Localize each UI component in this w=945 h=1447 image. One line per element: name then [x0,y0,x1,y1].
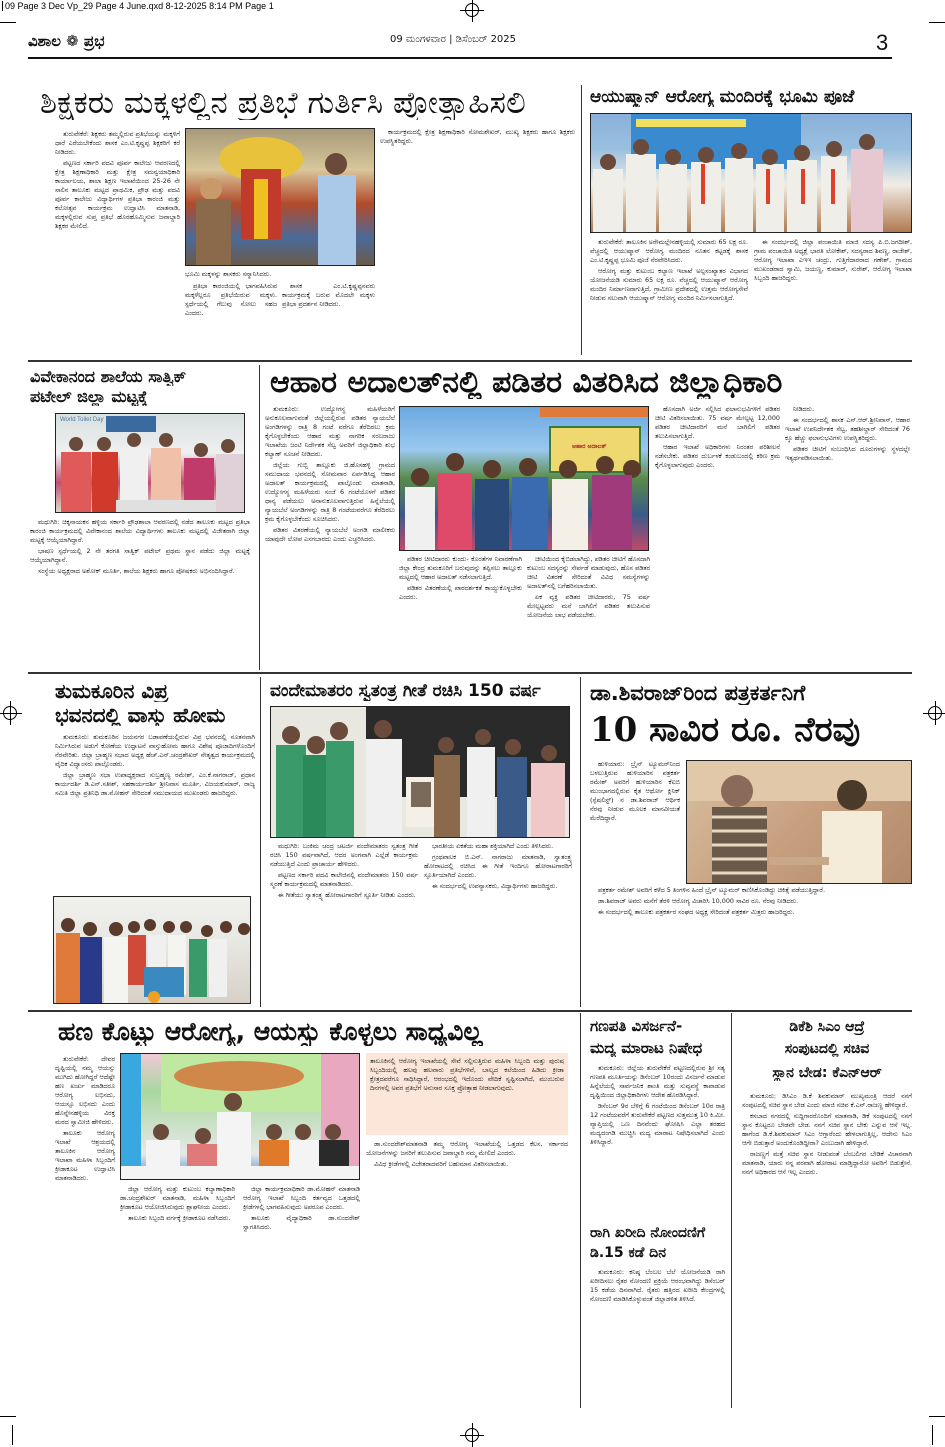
story-body-ahara-col1: ತುಮಕೂರು: ಉದ್ಯೋಗಸ್ಥ ಮಹಿಳೆಯರಿಗೆ ಅನುಕೂಲವಾಗುವಂತೆ ಜಿಲ್ಲೆಯಲ್ಲಿರುವ ಪಡಿತರ ನ್ಯಾಯಬೆಲೆ ಅಂಗಡಿಗಳನ್ನು ರಾತ್ರಿ 8 ಗಂಟೆ ವರೆಗೂ ತೆರೆದಿರಲು ಕ್ರಮ ಕೈಗೊಳ್ಳಬೇಕೆಂದು ಆಹಾರ ಮತ್ತು ನಾಗರಿಕ ಸರಬರಾಜು ಇಲಾಖೆಯ ಜಂಟಿ ನಿರ್ದೇಶಕ ಸೆಲ್ವ ಅವರಿಗೆ ಜಿಲ್ಲಾಧಿಕಾರಿ ಶುಭ ಕಲ್ಯಾಣ್ ಸೂಚನೆ ನೀಡಿದರು. ಜಿಲ್ಲೆಯ ಗುಬ್ಬಿ ತಾಲ್ಲೂಕು ಜಿ.ಹೊಸಹಳ್ಳಿ ಗ್ರಾಮದ ಸಮುದಾಯ ಭವನದಲ್ಲಿ ಸೋಮವಾರ ಏರ್ಪಡಿಸಿದ್ದ ಆಹಾರ ಅದಾಲತ್ ಕಾರ್ಯಕ್ರಮದಲ್ಲಿ ಪಾಲ್ಗೊಂಡು ಮಾತನಾಡಿ, ಉದ್ಯೋಗಸ್ಥ ಮಹಿಳೆಯರು ಸಂಜೆ 6 ಗಂಟೆಯೊಳಗೆ ಪಡಿತರ ಧಾನ್ಯ ಪಡೆಯಲು ಅನಾನುಕೂಲವಾಗುತ್ತಿರುವ ಹಿನ್ನೆಲೆಯಲ್ಲಿ ನ್ಯಾಯಬೆಲೆ ಅಂಗಡಿಗಳನ್ನು ರಾತ್ರಿ 8 ಗಂಟೆಯವರೆಗೂ ತೆರೆದಿರಲು ಕ್ರಮ ಕೈಗೊಳ್ಳಬೇಕೆಂದು ಸೂಚಿಸಿದರು. ಪಡಿತರ ವಿತರಣೆಯಲ್ಲಿ ನ್ಯಾಯಬೆಲೆ ಅಂಗಡಿ ಮಾಲೀಕರು ಯಾವುದೇ ಲೋಪ ಎಸಗಬಾರದು ಎಂದು ಎಚ್ಚರಿಸಿದರು. [265,405,395,543]
photo-illustration [186,129,375,266]
headline-vivekananda-line2: ಪಟೇಲ್ ಜಿಲ್ಲಾ ಮಟ್ಟಕ್ಕೆ [30,388,148,406]
photo-teachers-event [185,128,375,266]
story-body-ayushman-col1: ತುರುವೇಕೆರೆ: ತಾಲೂಕಿನ ಅರೇಮಲ್ಲೇನಹಳ್ಳಿಯಲ್ಲಿ ಸುಮಾರು 65 ಲಕ್ಷ ರೂ. ವೆಚ್ಚದಲ್ಲಿ ಆಯುಷ್ಮಾನ್ ಆರೋಗ್ಯ ಮಂದಿರದ ನೂತನ ಕಟ್ಟಡಕ್ಕೆ ಶಾಸಕ ಎಂ.ಟಿ.ಕೃಷ್ಣಪ್ಪ ಭೂಮಿ ಪೂಜೆ ನೆರವೇರಿಸಿದರು. ಆರೋಗ್ಯ ಮತ್ತು ಕುಟುಂಬ ಕಲ್ಯಾಣ ಇಲಾಖೆ ಅಲ್ಪಸಂಖ್ಯಾತರ ವಿಭಾಗದ ಯೋಜನೆಯಡಿ ಸುಮಾರು 65 ಲಕ್ಷ ರೂ. ವೆಚ್ಚದಲ್ಲಿ ಆಯುಷ್ಮಾನ್ ಆರೋಗ್ಯ ಮಂದಿರ ನಿರ್ಮಾಣವಾಗುತ್ತಿದೆ, ಗ್ರಾಮೀಣ ಪ್ರದೇಶದಲ್ಲಿ ಉತ್ತಮ ಆರೋಗ್ಯಸೇವೆ ನೀಡುವ ಸಲುವಾಗಿ ಆಯುಷ್ಮಾನ್ ಆರೋಗ್ಯ ಮಂದಿರ ನಿರ್ಮಿಸಲಾಗುತ್ತಿದೆ. [590,238,748,302]
story-body-shivaraj-col2: ಪತ್ರಕರ್ತ ರಮೇಶ್ ಅವರಿಗೆ ಕಳೆದ 5 ತಿಂಗಳಿನ ಹಿಂದೆ ಬ್ರೈನ್ ಟ್ಯೂಮರ್ ಕಾಣಿಸಿಕೊಂಡಿದ್ದು ಚಿಕಿತ್ಸೆ ಪಡೆಯುತ್ತಿದ್ದಾರೆ. ಡಾ.ಶಿವರಾಜ್ ಅವರು ಮನೆಗೆ ತೆರಳಿ ಆರೋಗ್ಯ ವಿಚಾರಿಸಿ 10,000 ಸಾವಿರ ರೂ. ನೆರವು ನೀಡಿದರು. ಈ ಸಂದರ್ಭದಲ್ಲಿ ತಾಲೂಕು ಪತ್ರಕರ್ತರ ಸಂಘದ ಅಧ್ಯಕ್ಷ ಸೇರಿದಂತೆ ಪತ್ರಕರ್ತ ಮಿತ್ರರು ಹಾಜರಿದ್ದರು. [598,886,825,916]
headline-vastu-homa-line1: ತುಮಕೂರಿನ ವಿಪ್ರ [55,680,168,702]
headline-teachers: ಶಿಕ್ಷಕರು ಮಕ್ಕಳಲ್ಲಿನ ಪ್ರತಿಭೆ ಗುರ್ತಿಸಿ ಪ್ರೋತ್ಸಾಹಿಸಲಿ [40,86,526,121]
highlight-box-hana-kottu [366,1053,568,1135]
story-body-ragi: ತುಮಕೂರು: ಕನಿಷ್ಠ ಬೆಂಬಲ ಬೆಲೆ ಯೋಜನೆಯಡಿ ರಾಗಿ ಖರೀದಿಸಲು ರೈತರ ನೋಂದಣಿ ಪ್ರಕ್ರಿಯೆ ಆರಂಭವಾಗಿದ್ದು ಡಿಸೆಂಬರ್ 15 ಕಡೆಯ ದಿನವಾಗಿದೆ. ರೈತರು ಹತ್ತಿರದ ಖರೀದಿ ಕೇಂದ್ರಗಳಲ್ಲಿ ನೋಂದಣಿ ಮಾಡಿಸಿಕೊಳ್ಳುವಂತೆ ಜಿಲ್ಲಾಡಳಿತ ತಿಳಿಸಿದೆ. [590,1268,725,1303]
print-slug: 09 Page 3 Dec Vp_29 Page 4 June.qxd 8-12-2025 8:14 PM Page 1 [2,1,276,11]
story-body-ahara-col5: ನೀಡಿದರು. ಈ ಸಂದರ್ಭದಲ್ಲಿ ಶಾಸಕ ಎಸ್.ಆರ್.ಶ್ರೀನಿವಾಸ್, ಆಹಾರ ಇಲಾಖೆ ಉಪನಿರ್ದೇಶಕ ಸೆಲ್ವ, ತಹಶೀಲ್ದಾರ್ ಸೇರಿದಂತೆ 76 ಕ್ಕೂ ಹೆಚ್ಚು ಫಲಾನುಭವಿಗಳು ಉಪಸ್ಥಿತರಿದ್ದರು. ಪಡಿತರ ಚೀಟಿಗೆ ಸಂಬಂಧಿಸಿದ ದೂರುಗಳನ್ನು ಸ್ಥಳದಲ್ಲೇ ಇತ್ಯರ್ಥಪಡಿಸಲಾಯಿತು. [785,405,910,462]
story-body-teachers-col3: ಕಾರ್ಯಕ್ರಮದಲ್ಲಿ ಕ್ಷೇತ್ರ ಶಿಕ್ಷಣಾಧಿಕಾರಿ ಸೋಮಶೇಖರ್, ಮುಖ್ಯ ಶಿಕ್ಷಕರು ಹಾಗೂ ಶಿಕ್ಷಕರು ಉಪಸ್ಥಿತರಿದ್ದರು. [380,128,575,145]
photo-illustration [591,114,912,233]
registration-mark-icon [465,1428,479,1442]
photo-sports-meet [120,1053,360,1180]
subheadline-ragi-line2: ಡಿ.15 ಕಡೆ ದಿನ [590,1246,666,1261]
story-body-vivekananda: ಮಧುಗಿರಿ: ಚಿಕ್ಕನಾಯಕನ ಹಳ್ಳಿಯ ಸರ್ಕಾರಿ ಪ್ರೌಢಶಾಲಾ ಆವರಣದಲ್ಲಿ ನಡೆದ ತಾಲೂಕು ಮಟ್ಟದ ಪ್ರತಿಭಾ ಕಾರಂಜಿ ಕಾರ್ಯಕ್ರಮದಲ್ಲಿ ವಿವೇಕಾನಂದ ಶಾಲೆಯ ವಿದ್ಯಾರ್ಥಿಗಳು ತಾಲೂಕು ಮಟ್ಟದಲ್ಲಿ ವಿಜೇತರಾಗಿ ಜಿಲ್ಲಾ ಮಟ್ಟಕ್ಕೆ ಆಯ್ಕೆಯಾಗಿದ್ದಾರೆ. ಭಾಷಣ ಸ್ಪರ್ಧೆಯಲ್ಲಿ 2 ನೇ ತರಗತಿ ಸಾತ್ವಿಕ್ ಪಟೇಲ್ ಪ್ರಥಮ ಸ್ಥಾನ ಪಡೆದು ಜಿಲ್ಲಾ ಮಟ್ಟಕ್ಕೆ ಆಯ್ಕೆಯಾಗಿದ್ದಾನೆ. ಸಂಸ್ಥೆಯ ಅಧ್ಯಕ್ಷರಾದ ಅಶೋಕ್ ಮೂರ್ತಿ, ಶಾಲೆಯ ಶಿಕ್ಷಕರು ಹಾಗೂ ಪೋಷಕರು ಅಭಿನಂದಿಸಿದ್ದಾರೆ. [30,518,250,575]
story-body-teachers-col2: ಪ್ರತಿಭಾ ಕಾರಂಜಿಯಲ್ಲಿ ಭಾಗವಹಿಸಿರುವ ಮಕ್ಕಳೆಲ್ಲರೂ ಪ್ರತಿಭೆಯಿರುವ ಮಕ್ಕಳು. ಸ್ಪರ್ಧೆಯಲ್ಲಿ ಗೆಲುವು ಸೋಲು ಸಹಜ ಎಂದರು. [185,282,277,317]
photo-ahara-adalat [399,406,649,551]
story-body-teachers-col2b: ಶಾಸಕ ಎಂ.ಟಿ.ಕೃಷ್ಣಪ್ಪನವರು ಕಾರ್ಯಕ್ರಮಕ್ಕೆ ಬರುವ ಮೊದಲೇ ಮಕ್ಕಳು ಪ್ರತಿಭಾ ಪ್ರದರ್ಶನ ನೀಡಿದರು. [282,282,375,308]
story-body-hana-kottu-col1: ತುರುವೇಕೆರೆ: ದೇವರ ದೃಷ್ಟಿಯಲ್ಲಿ ನಮ್ಮ ಆಯಸ್ಸು ಮುಗಿದು ಹೋಗಿದ್ದರೆ ಆದೆಷ್ಟೇ ಹಣ ಖರ್ಚು ಮಾಡಿದರೂ ಆರೋಗ್ಯ ಲಭಿಸದು, ಆಯಸ್ಸೂ ಲಭಿಸದು ಎಂದು ಹೊನ್ನೇನಹಳ್ಳಿಯ ವಿರಕ್ತ ಮಠದ ಸ್ವಾಮೀಜಿ ಹೇಳಿದರು. ತಾಲೂಕು ಆರೋಗ್ಯ ಇಲಾಖೆ ಆಶ್ರಯದಲ್ಲಿ ತಾಲೂಕಿನ ಆರೋಗ್ಯ ಇಲಾಖಾ ಮಹಿಳಾ ಸಿಬ್ಬಂದಿಗೆ ಕ್ರೀಡಾಕೂಟ ಉದ್ಘಾಟಿಸಿ ಮಾತನಾಡಿದರು. [55,1055,115,1182]
story-body-hana-kottu-col3: ಜಿಲ್ಲಾ ಕಾರ್ಯಕ್ರಮಾಧಿಕಾರಿ ಡಾ.ಮೋಹನ್ ಮಾತನಾಡಿ ಆರೋಗ್ಯ ಇಲಾಖೆ ಸಿಬ್ಬಂದಿ ಕರ್ತವ್ಯದ ಒತ್ತಡದಲ್ಲಿ ಕ್ರೀಡೆಗಳಲ್ಲಿ ಭಾಗವಹಿಸುವುದು ಅಪರೂಪ ಎಂದರು. ತಾಲೂಕು ವೈದ್ಯಾಧಿಕಾರಿ ಡಾ.ಸುಂದರೇಶ್ ಸ್ವಾಗತಿಸಿದರು. [243,1185,360,1231]
headline-ganapati-line2: ಮದ್ಯ ಮಾರಾಟ ನಿಷೇಧ [590,1040,703,1057]
page-number: 3 [876,30,889,55]
column-divider [580,1013,581,1408]
photo-caption-teachers: ಭೂಮಿ ಮಕ್ಕಳನ್ನು ಶಾಸಕರು ಸನ್ಮಾನಿಸಿದರು. [185,270,272,278]
highlight-box-text: ತಾಲೂಕಿನಲ್ಲಿ ಆರೋಗ್ಯ ಇಲಾಖೆಯಲ್ಲಿ ಸೇವೆ ಸಲ್ಲಿಸುತ್ತಿರುವ ಮಹಿಳಾ ಸಿಬ್ಬಂದಿ ಮತ್ತು ಪುರುಷ ಸಿಬ್ಬಂದಿಯಲ್ಲಿ ಹಲವು ಹಲವಾರು ಪ್ರತಿಭೆಗಳಿವೆ, ಬಾಲ್ಯದ ಕಲೆಯಿಂದ ಹಿಡಿದು ಕ್ರೀಡಾ ಕ್ಷೇತ್ರದವರೆಗೂ ಸಾಧಿಸಿದ್ದಾರೆ, ಆರಂಭದಲ್ಲಿ ಇದೊಂದು ವೇದಿಕೆ ಸೃಷ್ಟಿಸಲಾಗಿದೆ, ಮುಂಬರುವ ದಿನಗಳಲ್ಲಿ ಅವರ ಪ್ರತಿಭೆಗೆ ಅನುಸಾರ ಸೂಕ್ತ ಪ್ರೋತ್ಸಾಹ ನೀಡಲಾಗುವುದು. [370,1057,564,1092]
story-body-ganapati: ತುಮಕೂರು: ಜಿಲ್ಲೆಯ ತುರುವೇಕೆರೆ ಪಟ್ಟಣದಲ್ಲಿರುವ ಶ್ರೀ ಸತ್ಯ ಗಣಪತಿ ಮೂರ್ತಿಯನ್ನು ಡಿಸೆಂಬರ್ 10ರಂದು ವಿಸರ್ಜನೆ ಮಾಡುವ ಹಿನ್ನೆಲೆಯಲ್ಲಿ ಸಾರ್ವಜನಿಕ ಶಾಂತಿ ಮತ್ತು ಸುವ್ಯವಸ್ಥೆ ಕಾಪಾಡುವ ದೃಷ್ಟಿಯಿಂದ ಜಿಲ್ಲಾಧಿಕಾರಿಗಳು ಆದೇಶ ಹೊರಡಿಸಿದ್ದಾರೆ. ಡಿಸೆಂಬರ್ 9ರ ಬೆಳಿಗ್ಗೆ 6 ಗಂಟೆಯಿಂದ ಡಿಸೆಂಬರ್ 10ರ ರಾತ್ರಿ 12 ಗಂಟೆಯವರೆಗೆ ತುರುವೇಕೆರೆ ಪಟ್ಟಣದ ಸುತ್ತಮುತ್ತ 10 ಕಿ.ಮೀ. ವ್ಯಾಪ್ತಿಯಲ್ಲಿ ಒಣ ದಿನವೆಂದು ಘೋಷಿಸಿ ಎಲ್ಲಾ ತರಹದ ಮದ್ಯದಂಗಡಿ ಮುಚ್ಚಿಸಿ ಮದ್ಯ ಮಾರಾಟ ನಿಷೇಧಿಸಲಾಗಿದೆ ಎಂದು ತಿಳಿಸಿದ್ದಾರೆ. [590,1064,725,1146]
headline-vande-mataram: ವಂದೇಮಾತರಂ ಸ್ವತಂತ್ರ ಗೀತೆ ರಚಿಸಿ 150 ವರ್ಷ [270,682,541,701]
story-body-hana-kottu-col4: ಡಾ.ಸುಂದರೇಶ್‌ಮಾತನಾಡಿ ತಮ್ಮ ಆರೋಗ್ಯ ಇಲಾಖೆಯಲ್ಲಿ ಒತ್ತಡದ ಕೆಲಸ, ಸರ್ಕಾರದ ಯೋಜನೆಗಳನ್ನು ಜನರಿಗೆ ತಲುಪಿಸುವ ಜವಾಬ್ದಾರಿ ನಮ್ಮ ಮೇಲಿದೆ ಎಂದರು. ವಿವಿಧ ಕ್ರೀಡೆಗಳಲ್ಲಿ ವಿಜೇತರಾದವರಿಗೆ ಬಹುಮಾನ ವಿತರಿಸಲಾಯಿತು. [366,1140,568,1168]
story-body-hana-kottu-col2: ಜಿಲ್ಲಾ ಆರೋಗ್ಯ ಮತ್ತು ಕುಟುಂಬ ಕಲ್ಯಾಣಾಧಿಕಾರಿ ಡಾ.ಚಂದ್ರಶೇಖರ್ ಮಾತನಾಡಿ, ಮಹಿಳಾ ಸಿಬ್ಬಂದಿಗೆ ಕ್ರೀಡಾಕೂಟ ಆಯೋಜಿಸಿರುವುದು ಶ್ಲಾಘನೀಯ ಎಂದರು. ತಾಲೂಕು ಸಿಬ್ಬಂದಿ ವರ್ಗಕ್ಕೆ ಕ್ರೀಡಾಕೂಟ ನಡೆಸಿದರು. [120,1185,235,1222]
headline-dks-line1: ಡಿಕೆಶಿ ಸಿಎಂ ಆದ್ರೆ [789,1020,865,1035]
photo-world-toilet-day [55,413,245,513]
photo-shivaraj-donation [686,760,912,884]
column-divider [580,677,581,1007]
story-body-teachers-col1: ತುರುವೇಕೆರೆ: ಶಿಕ್ಷಕರು ತಮ್ಮಲ್ಲಿರುವ ಪ್ರತಿಭೆಯನ್ನು ಮಕ್ಕಳಿಗೆ ಧಾರೆ ಎರೆಯಬೇಕೆಂದು ಶಾಸಕ ಎಂ.ಟಿ.ಕೃಷ್ಣಪ್ಪ ಶಿಕ್ಷಕರಿಗೆ ಕರೆ ನೀಡಿದರು. ಪಟ್ಟಣದ ಸರ್ಕಾರಿ ಪದವಿ ಪೂರ್ವ ಕಾಲೇಜು ಆವರಣದಲ್ಲಿ ಕ್ಷೇತ್ರ ಶಿಕ್ಷಣಾಧಿಕಾರಿ ಮತ್ತು ಕ್ಷೇತ್ರ ಸಮನ್ವಯಾಧಿಕಾರಿ ಕಾರ್ಯಾಲಯ, ಶಾಲಾ ಶಿಕ್ಷಣ ಇಲಾಖೆಯಿಂದ 25-26 ನೇ ಸಾಲಿನ ತಾಲೂಕು ಮಟ್ಟದ ಪ್ರಾಥಮಿಕ, ಪ್ರೌಢ ಮತ್ತು ಪದವಿ ಪೂರ್ವ ಕಾಲೇಜು ವಿದ್ಯಾರ್ಥಿಗಳ ಪ್ರತಿಭಾ ಕಾರಂಜಿ ಮತ್ತು ಕಲೋತ್ಸವ ಕಾರ್ಯಕ್ರಮ ಉದ್ಘಾಟಿಸಿ ಮಾತನಾಡಿ, ಮಕ್ಕಳಲ್ಲಿರುವ ಸುಪ್ತ ಪ್ರತಿಭೆ ಹೊರಹೊಮ್ಮಿಸುವ ಜವಾಬ್ದಾರಿ ಶಿಕ್ಷಕರ ಮೇಲಿದೆ. [55,130,180,230]
section-divider [28,672,912,674]
headline-dks-line3: ಸ್ಥಾನ ಬೇಡ: ಕೆಎನ್‌ಆರ್ [772,1066,882,1081]
headline-vastu-homa-line2: ಭವನದಲ್ಲಿ ವಾಸ್ತು ಹೋಮ [55,704,226,726]
headline-hana-kottu: ಹಣ ಕೊಟ್ಟು ಆರೋಗ್ಯ, ಆಯಸ್ಸು ಕೊಳ್ಳಲು ಸಾಧ್ಯವಿಲ್ಲ [58,1018,483,1046]
photo-illustration [54,897,251,1004]
story-body-ahara-col2: ಪಡಿತರ ಚೀಟಿದಾರರು ಕುಂದು- ಕೊರತೆಗಳ ನಿವಾರಣೆಗಾಗಿ ಜಿಲ್ಲಾ ಕೇಂದ್ರ ತುಮಕೂರಿಗೆ ಬರುವುದನ್ನು ತಪ್ಪಿಸಲು ತಾಲ್ಲೂಕು ಮಟ್ಟದಲ್ಲಿ ಆಹಾರ ಅದಾಲತ್ ನಡೆಸಲಾಗುತ್ತಿದೆ. ಪಡಿತರ ವಿತರಣೆಯಲ್ಲಿ ಪಾರದರ್ಶಕತೆ ಕಾಯ್ದುಕೊಳ್ಳಬೇಕು ಎಂದರು. [399,555,522,601]
column-divider [260,677,261,1007]
story-body-ayushman-col2: ಈ ಸಂದರ್ಭದಲ್ಲಿ ಜಿಲ್ಲಾ ಪಂಚಾಯಿತಿ ಮಾಜಿ ಸದಸ್ಯ ಪಿ.ಬಿ.ಜಗದೀಶ್, ಗ್ರಾಮ ಪಂಚಾಯಿತಿ ಅಧ್ಯಕ್ಷೆ ಭಾರತಿ ಲೋಕೇಶ್, ಸದಸ್ಯರಾದ ಶಿವಣ್ಣ, ರಾಜೇಶ್, ಆರೋಗ್ಯ ಇಲಾಖಾ ಎಇಇ ಚಂದ್ರು, ಗುತ್ತಿಗೆದಾರರಾದ ಗಣೇಶ್, ಗ್ರಾಮದ ಮುಖಂಡರಾದ ಸ್ವಾಮಿ, ಜಯಣ್ಣ, ಕುಮಾರ್, ಸುರೇಶ್, ಆರೋಗ್ಯ ಇಲಾಖಾ ಸಿಬ್ಬಂದಿ ಹಾಜರಿದ್ದರು. [754,238,912,282]
story-body-ahara-col3: ಚೀಟಿಯಿಂದ ಕೈಬಿಡಲಾಗಿದ್ದು, ಪಡಿತರ ಚೀಟಿಗೆ ಹೊಸದಾಗಿ ಕುಟುಂಬ ಸದಸ್ಯರನ್ನು ಸೇರ್ಪಡೆ ಮಾಡುವುದು, ಹೊಸ ಪಡಿತರ ಚೀಟಿ ವಿತರಣೆ ಸೇರಿದಂತೆ ವಿವಿಧ ಸಮಸ್ಯೆಗಳನ್ನು ಅದಾಲತ್‌ನಲ್ಲಿ ಬಗೆಹರಿಸಲಾಯಿತು. ಏಕ ವ್ಯಕ್ತಿ ಪಡಿತರ ಚೀಟಿದಾರರು, 75 ವರ್ಷ ಮೇಲ್ಪಟ್ಟವರು ಮನೆ ಬಾಗಿಲಿಗೆ ಪಡಿತರ ತಲುಪಿಸುವ ಯೋಜನೆಯ ಲಾಭ ಪಡೆಯಬೇಕು. [527,555,650,619]
photo-illustration [121,1054,360,1180]
story-body-vande-mataram-col1: ಮಧುಗಿರಿ: ಬಂಕಿಮ ಚಂದ್ರ ಚಟರ್ಜಿ ವಂದೇಮಾತರಂ ಸ್ವತಂತ್ರ ಗೀತೆ ರಚಿಸಿ 150 ವರ್ಷವಾಗಿದೆ, ಆದರ ಅಂಗವಾಗಿ ಎಲ್ಲೆಡೆ ಕಾರ್ಯಕ್ರಮ ನಡೆಯುತ್ತಿದೆ ಎಂದು ಪ್ರಾಚಾರ್ಯ ಹೇಳಿದರು. ಪಟ್ಟಣದ ಸರ್ಕಾರಿ ಪದವಿ ಕಾಲೇಜಿನಲ್ಲಿ ವಂದೇಮಾತರಂ 150 ವರ್ಷ ಸ್ಮರಣೆ ಕಾರ್ಯಕ್ರಮದಲ್ಲಿ ಮಾತನಾಡಿದರು. ಈ ಗೀತೆಯು ಸ್ವಾತಂತ್ರ್ಯ ಹೋರಾಟಗಾರರಿಗೆ ಸ್ಫೂರ್ತಿ ನೀಡಿತು ಎಂದರು. [270,842,418,899]
crop-mark [929,22,945,23]
story-body-vastu-homa: ತುಮಕೂರು: ತುಮಕೂರಿನ ಜಯನಗರ ಬಡಾವಣೆಯಲ್ಲಿರುವ ವಿಪ್ರ ಭವನದಲ್ಲಿ ನೂತನವಾಗಿ ನಿರ್ಮಿಸಿರುವ ಅಡುಗೆ ಕೋಣೆಯ ಉದ್ಘಾಟನೆ ವಾಸ್ತುಹೋಮ ಹಾಗೂ ವಿಶೇಷ ಪೂಜಾದಿಗಳೊಂದಿಗೆ ನೆರವೇರಿತು. ಜಿಲ್ಲಾ ಬ್ರಾಹ್ಮಣ ಸಭಾದ ಅಧ್ಯಕ್ಷ ಹೆಚ್.ಎನ್.ಚಂದ್ರಶೇಖರ್ ನೇತೃತ್ವದ ಕಾರ್ಯಕ್ರಮದಲ್ಲಿ ವೈದಿಕ ವಿದ್ವಾಂಸರು ಪಾಲ್ಗೊಂಡರು. ಜಿಲ್ಲಾ ಬ್ರಾಹ್ಮಣ ಸಭಾ ಉಪಾಧ್ಯಕ್ಷರಾದ ಸುಬ್ರಹ್ಮಣ್ಯ ರಮೇಶ್, ಎಂ.ಕೆ.ನಾಗರಾಜ್, ಪ್ರಧಾನ ಕಾರ್ಯದರ್ಶಿ ಡಿ.ಎನ್.ಸತೀಶ್, ಸಹಕಾರ್ಯದರ್ಶಿ ಶ್ರೀನಿವಾಸ ಮೂರ್ತಿ, ವಿಜಯಕುಮಾರ್, ರಾಜ್ಯ ಸಮಿತಿ ಜಿಲ್ಲಾ ಪ್ರತಿನಿಧಿ ಡಾ.ಮೋಹನ್ ಸೇರಿದಂತೆ ಸಮುದಾಯದ ಮುಖಂಡರು ಹಾಜರಿದ್ದರು. [55,733,255,797]
registration-mark-icon [465,3,479,17]
story-body-vande-mataram-col2: ಭಾರತೀಯ ಏಕತೆಯ ಮಹಾ ಶಕ್ತಿಯಾಗಿದೆ ಎಂದು ತಿಳಿಸಿದರು. ಗ್ರಂಥಪಾಲಕ ಬಿ.ಎನ್. ನಾಗರಾಜು ಮಾತನಾಡಿ, ಸ್ವಾತಂತ್ರ್ಯ ಹೋರಾಟದಲ್ಲಿ ರಚಿಸಿದ ಈ ಗೀತೆ ಇಂದಿಗೂ ಹೋರಾಟಗಾರರಿಗೆ ಸ್ಫೂರ್ತಿಯಾಗಿದೆ ಎಂದರು. ಈ ಸಂದರ್ಭದಲ್ಲಿ ಉಪನ್ಯಾಸಕರು, ವಿದ್ಯಾರ್ಥಿಗಳು ಹಾಜರಿದ್ದರು. [424,842,572,890]
subheadline-ragi-line1: ರಾಗಿ ಖರೀದಿ ನೋಂದಣಿಗೆ [590,1226,706,1241]
crop-mark [0,1416,16,1417]
crop-mark [929,1416,945,1417]
headline-shivaraj-line2: 10 ಸಾವಿರ ರೂ. ನೆರವು [590,712,861,750]
photo-illustration [56,414,245,513]
photo-vande-mataram [270,706,570,838]
registration-mark-icon [928,706,942,720]
headline-ganapati-line1: ಗಣಪತಿ ವಿಸರ್ಜನೆ- [590,1018,683,1035]
headline-ayushman: ಆಯುಷ್ಮಾನ್ ಆರೋಗ್ಯ ಮಂದಿರಕ್ಕೆ ಭೂಮಿ ಪೂಜೆ [590,88,855,107]
registration-mark-icon [3,706,17,720]
column-divider [581,85,582,355]
headline-shivaraj-line1: ಡಾ.ಶಿವರಾಜ್‌ರಿಂದ ಪತ್ರಕರ್ತನಿಗೆ [590,682,806,705]
headline-dks-line2: ಸಂಪುಟದಲ್ಲಿ ಸಚಿವ [784,1042,870,1057]
headline-ahara-adalat: ಆಹಾರ ಅದಾಲತ್‌ನಲ್ಲಿ ಪಡಿತರ ವಿತರಿಸಿದ ಜಿಲ್ಲಾಧಿಕಾರಿ [270,366,783,399]
column-divider [259,365,260,670]
headline-vivekananda-line1: ವಿವೇಕಾನಂದ ಶಾಲೆಯ ಸಾತ್ವಿಕ್ [30,368,187,386]
section-divider [28,1010,912,1012]
crop-mark [932,1425,933,1445]
photo-vastu-homa [53,896,251,1004]
column-divider [731,1013,732,1408]
story-body-dks: ತುಮಕೂರು: ಡಿಸಿಎಂ ಡಿ.ಕೆ ಶಿವಕುಮಾರ್ ಮುಖ್ಯಮಂತ್ರಿ ಆದರೆ ನನಗೆ ಸಂಪುಟದಲ್ಲಿ ಸಚಿವ ಸ್ಥಾನ ಬೇಡ ಎಂದು ಮಾಜಿ ಸಚಿವ ಕೆ.ಎನ್.ರಾಜಣ್ಣ ಹೇಳಿದ್ದಾರೆ. ಕಸಬಾದ ನಗರದಲ್ಲಿ ಸುದ್ದಿಗಾರರೊಂದಿಗೆ ಮಾತನಾಡಿ, ಡಿಕೆ ಸಂಪುಟದಲ್ಲಿ ನನಗೆ ಸ್ಥಾನ ಕೊಟ್ಟರೂ ಬೇಡವೇ ಬೇಡ. ನನಗೆ ಸಚಿವ ಸ್ಥಾನ ಬೇಕು ಎನ್ನುವ ಆಸೆ ಇಲ್ಲ. ಹಾಗೆಂದ ಡಿ.ಕೆ.ಶಿವಕುಮಾರ್ ಸಿಎಂ ಆಗ್ತಾರೆಂದು ಹೇಳಲಾಗುತ್ತಿಲ್ಲ, ಆದೇನು ಸಿಎಂ ಆಗೇ ಬಿಡುತ್ತಾರೆ ಅಂದುಕೊಂಡಿದ್ದೀರಾ? ಎಂಬುದಾಗಿ ಹೇಳಿದ್ದಾರೆ. ರಾಜಣ್ಣಗೆ ಮತ್ತೆ ಸಚಿವ ಸ್ಥಾನ ನೀಡುವಂತೆ ಬೆಂಬಲಿಗರ ಬೇಡಿಕೆ ವಿಚಾರವಾಗಿ ಮಾತನಾಡಿ, ಯಾರು ನನ್ನ ಪರವಾಗಿ ಹೋರಾಟ ಮಾಡ್ತಿದ್ದಾರೋ ಅವರಿಗೆ ಬಿಡುತ್ತೇನೆ. ನನಗೆ ಅಧಿಕಾರದ ಆಸೆ ಇಲ್ಲ ಎಂದರು. [742,1092,912,1176]
story-body-ahara-col4: ಹೊಸದಾಗಿ ಅರ್ಜಿ ಸಲ್ಲಿಸಿದ ಫಲಾನುಭವಿಗಳಿಗೆ ಪಡಿತರ ಚೀಟಿ ವಿತರಿಸಲಾಯಿತು. 75 ವರ್ಷ ಮೇಲ್ಪಟ್ಟ 12,000 ಪಡಿತರ ಚೀಟಿದಾರರಿಗೆ ಮನೆ ಬಾಗಿಲಿಗೆ ಪಡಿತರ ತಲುಪಿಸಲಾಗುತ್ತಿದೆ. ಆಹಾರ ಇಲಾಖೆ ಅಧಿಕಾರಿಗಳು ನಿರಂತರ ಪರಿಶೀಲನೆ ನಡೆಸಬೇಕು. ಪಡಿತರ ದುರ್ಬಳಕೆ ಕಂಡುಬಂದಲ್ಲಿ ಕಠಿಣ ಕ್ರಮ ಕೈಗೊಳ್ಳಲಾಗುವುದು ಎಂದರು. [655,405,780,469]
crop-mark [0,22,16,23]
photo-ayushman-bhoomi-pooja [590,113,912,233]
photo-illustration [271,707,570,838]
newspaper-logo: ವಿಶಾಲ ❁ ಪ್ರಭ [28,32,105,50]
issue-date: 09 ಮಂಗಳವಾರ | ಡಿಸೆಂಬರ್ 2025 [390,34,517,45]
masthead-rule [28,57,892,59]
photo-banner-text: ಆಹಾರ ಅದಾಲತ್ [572,443,607,450]
photo-illustration [687,761,912,884]
section-divider [28,360,912,362]
story-body-shivaraj-col1: ಹುಳಿಯಾರು: ಬ್ರೈನ್ ಟ್ಯೂಮರ್‌ನಿಂದ ಬಳಲುತ್ತಿರುವ ಹುಳಿಯಾರಿನ ಪತ್ರಕರ್ತ ರಮೇಶ್ ಅವರಿಗೆ ಹುಳಿಯಾರಿನ ಕೆಐಬಿ ಮುಂಭಾಗದಲ್ಲಿರುವ ಕೈತ ಆರ್ಥೋ ಕ್ಲಿನಿಕ್ (ಸ್ಪೆಷಲಿಸ್ಟ್) ನ ಡಾ.ಶಿವರಾಜ್ ಆರ್ಥಿಕ ನೆರವು ನೀಡುವ ಮೂಲಕ ಮಾನವೀಯತೆ ಮೆರೆದಿದ್ದಾರೆ. [590,760,680,822]
crop-mark [12,1425,13,1445]
photo-banner-text: World Toilet Day [60,417,104,423]
photo-illustration [400,407,649,551]
